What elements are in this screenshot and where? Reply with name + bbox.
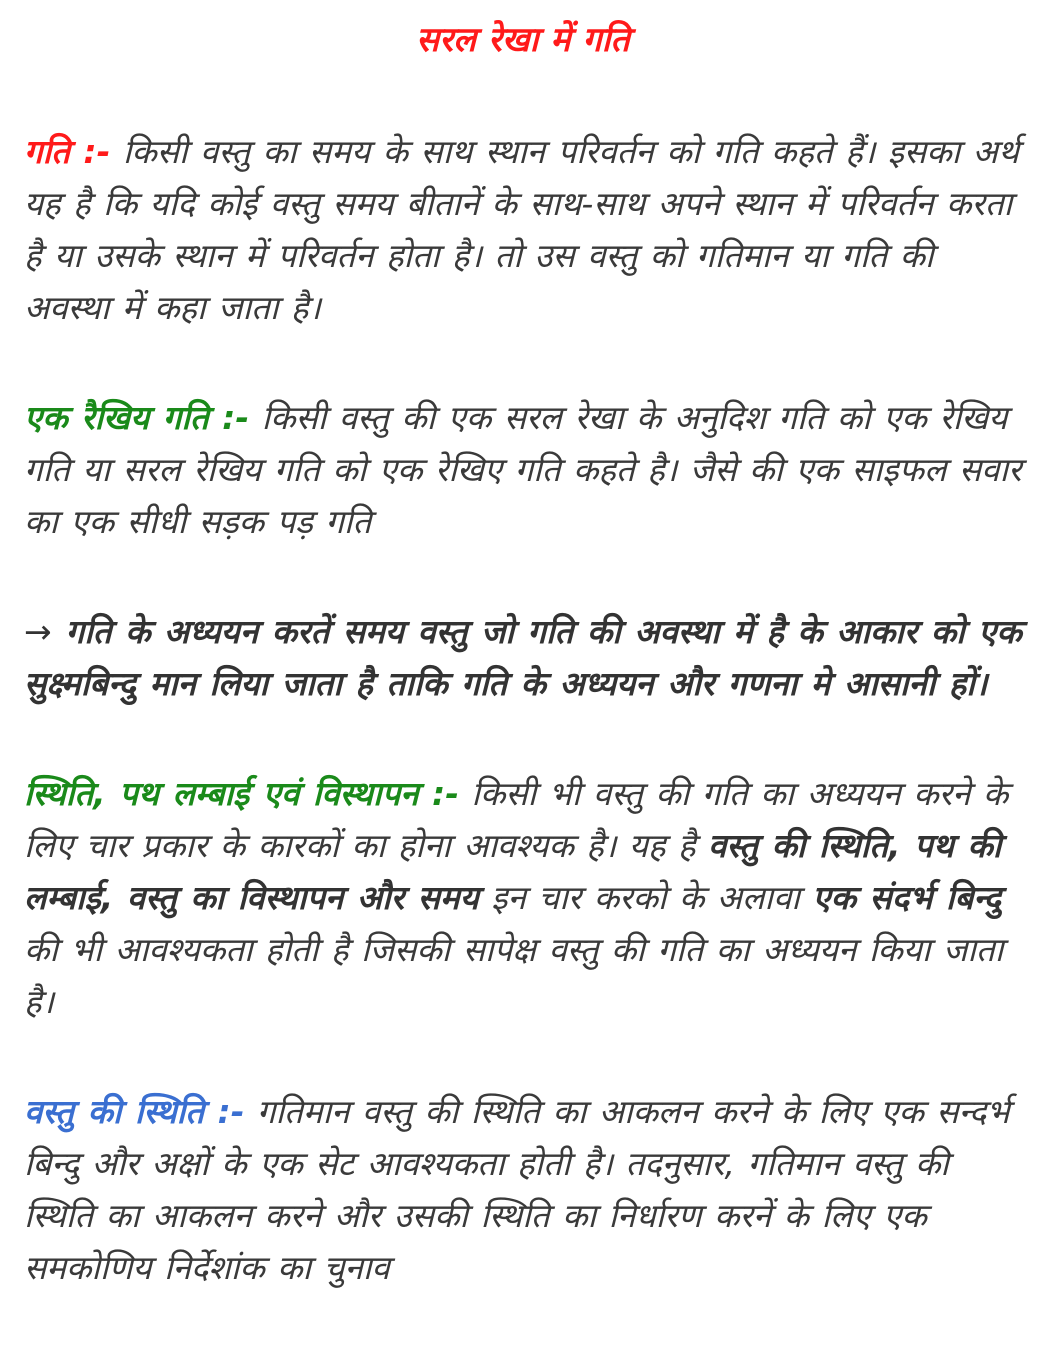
text-position-path-b: इन चार करको के अलावा: [478, 878, 813, 917]
bold-position-factors: वस्तु की स्थिति, पथ की लम्बाई, वस्तु का विस्थापन और समय: [24, 826, 1002, 917]
text-motion: किसी वस्तु का समय के साथ स्थान परिवर्तन को गति कहते हैं। इसका अर्थ यह है कि यदि कोई वस्तु समय बीतानें के साथ-साथ अपने स्थान में परिवर्तन करता है या उसके स्थान में परिवर्तन होता है। तो उस वस्तु को गतिमान या गति की अवस्था में कहा जाता है।: [24, 132, 1019, 327]
arrow-icon: →: [24, 612, 52, 651]
heading-object-position: वस्तु की स्थिति :-: [24, 1092, 245, 1131]
page-title: सरल रेखा में गति: [416, 20, 630, 60]
paragraph-motion: [24, 126, 1022, 334]
heading-position-path: स्थिति, पथ लम्बाई एवं विस्थापन :-: [24, 774, 459, 813]
bold-reference-point: एक संदर्भ बिन्दु: [812, 878, 1002, 917]
text-object-position: गतिमान वस्तु की स्थिति का आकलन करने के लिए एक सन्दर्भ बिन्दु और अक्षों के एक सेट आवश्यकता होती है। तदनुसार, गतिमान वस्तु की स्थिति का आकलन करने और उसकी स्थिति का निर्धारण करनें के लिए एक समकोणिय निर्देशांक का चुनाव: [24, 1092, 1010, 1287]
text-position-path-a: किसी भी वस्तु की गति का अध्ययन करने के लिए चार प्रकार के कारकों का होना आवश्यक है। यह है: [24, 774, 1009, 865]
paragraph-linear-motion: [24, 392, 1022, 548]
text-linear-motion: किसी वस्तु की एक सरल रेखा के अनुदिश गति को एक रेखिय गति या सरल रेखिय गति को एक रेखिए गति कहते है। जैसे की एक साइफल सवार का एक सीधी सड़क पड़ गति: [24, 398, 1022, 541]
text-position-path-c: की भी आवश्यकता होती है जिसकी सापेक्ष वस्तु की गति का अध्ययन किया जाता है।: [24, 930, 1004, 1021]
heading-linear-motion: एक रैखिय गति :-: [24, 398, 250, 437]
paragraph-position-path: [24, 768, 1022, 1028]
text-point-note: गति के अध्ययन करतें समय वस्तु जो गति की अवस्था में है के आकार को एक सुक्ष्मबिन्दु मान लिया जाता है ताकि गति के अध्ययन और गणना मे आसानी हों।: [24, 612, 1022, 703]
heading-motion: गति :-: [24, 132, 111, 171]
paragraph-point-note: [24, 606, 1022, 710]
paragraph-object-position: [24, 1086, 1022, 1294]
